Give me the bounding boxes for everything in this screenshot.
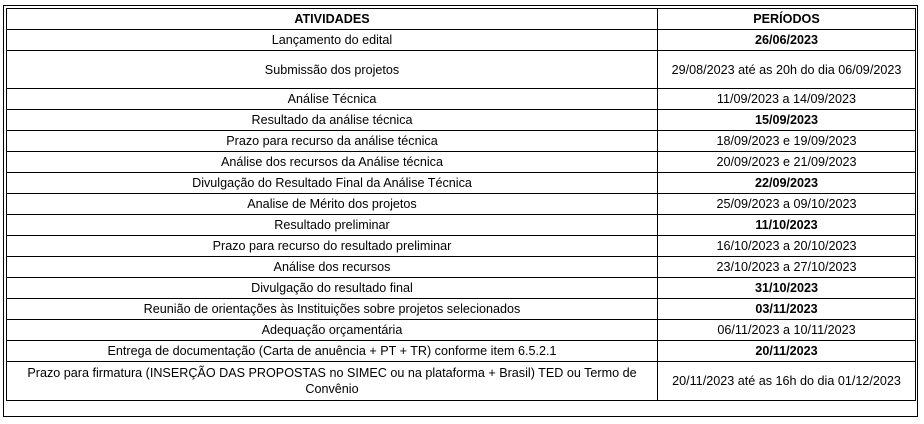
period-cell: 23/10/2023 a 27/10/2023 bbox=[658, 257, 916, 278]
table-row bbox=[7, 299, 916, 320]
activity-cell: Resultado preliminar bbox=[7, 215, 658, 236]
table-row bbox=[7, 362, 916, 401]
table-row bbox=[7, 152, 916, 173]
activity-cell: Reunião de orientações às Instituições sobre projetos selecionados bbox=[7, 299, 658, 320]
schedule-table bbox=[6, 8, 916, 401]
table-row bbox=[7, 131, 916, 152]
period-cell: 11/09/2023 a 14/09/2023 bbox=[658, 89, 916, 110]
period-cell: 15/09/2023 bbox=[658, 110, 916, 131]
activity-cell: Submissão dos projetos bbox=[7, 51, 658, 89]
table-row bbox=[7, 278, 916, 299]
table-row bbox=[7, 257, 916, 278]
table-row bbox=[7, 51, 916, 89]
period-cell: 31/10/2023 bbox=[658, 278, 916, 299]
activity-cell: Divulgação do Resultado Final da Análise Técnica bbox=[7, 173, 658, 194]
period-cell: 20/11/2023 bbox=[658, 341, 916, 362]
period-cell: 16/10/2023 a 20/10/2023 bbox=[658, 236, 916, 257]
table-row bbox=[7, 30, 916, 51]
activity-cell: Prazo para recurso da análise técnica bbox=[7, 131, 658, 152]
schedule-table-frame bbox=[3, 5, 918, 417]
activity-cell: Análise dos recursos bbox=[7, 257, 658, 278]
period-cell: 26/06/2023 bbox=[658, 30, 916, 51]
activity-cell: Lançamento do edital bbox=[7, 30, 658, 51]
period-cell: 11/10/2023 bbox=[658, 215, 916, 236]
period-cell: 29/08/2023 até as 20h do dia 06/09/2023 bbox=[658, 51, 916, 89]
periods-column-header: PERÍODOS bbox=[658, 9, 916, 30]
activity-cell: Entrega de documentação (Carta de anuência + PT + TR) conforme item 6.5.2.1 bbox=[7, 341, 658, 362]
table-row bbox=[7, 341, 916, 362]
activity-cell: Adequação orçamentária bbox=[7, 320, 658, 341]
table-row bbox=[7, 236, 916, 257]
table-header-row bbox=[7, 9, 916, 30]
period-cell: 25/09/2023 a 09/10/2023 bbox=[658, 194, 916, 215]
period-cell: 20/11/2023 até as 16h do dia 01/12/2023 bbox=[658, 362, 916, 401]
activity-cell: Resultado da análise técnica bbox=[7, 110, 658, 131]
activity-cell: Divulgação do resultado final bbox=[7, 278, 658, 299]
period-cell: 18/09/2023 e 19/09/2023 bbox=[658, 131, 916, 152]
table-row bbox=[7, 215, 916, 236]
activity-cell: Análise Técnica bbox=[7, 89, 658, 110]
table-row bbox=[7, 173, 916, 194]
activities-column-header: ATIVIDADES bbox=[7, 9, 658, 30]
period-cell: 20/09/2023 e 21/09/2023 bbox=[658, 152, 916, 173]
activity-cell: Prazo para firmatura (INSERÇÃO DAS PROPOSTAS no SIMEC ou na plataforma + Brasil) TED ou Termo de Convênio bbox=[7, 362, 658, 401]
period-cell: 03/11/2023 bbox=[658, 299, 916, 320]
table-row bbox=[7, 194, 916, 215]
period-cell: 06/11/2023 a 10/11/2023 bbox=[658, 320, 916, 341]
activity-cell: Prazo para recurso do resultado preliminar bbox=[7, 236, 658, 257]
activity-cell: Analise de Mérito dos projetos bbox=[7, 194, 658, 215]
table-row bbox=[7, 320, 916, 341]
period-cell: 22/09/2023 bbox=[658, 173, 916, 194]
table-row bbox=[7, 110, 916, 131]
activity-cell: Análise dos recursos da Análise técnica bbox=[7, 152, 658, 173]
table-row bbox=[7, 89, 916, 110]
